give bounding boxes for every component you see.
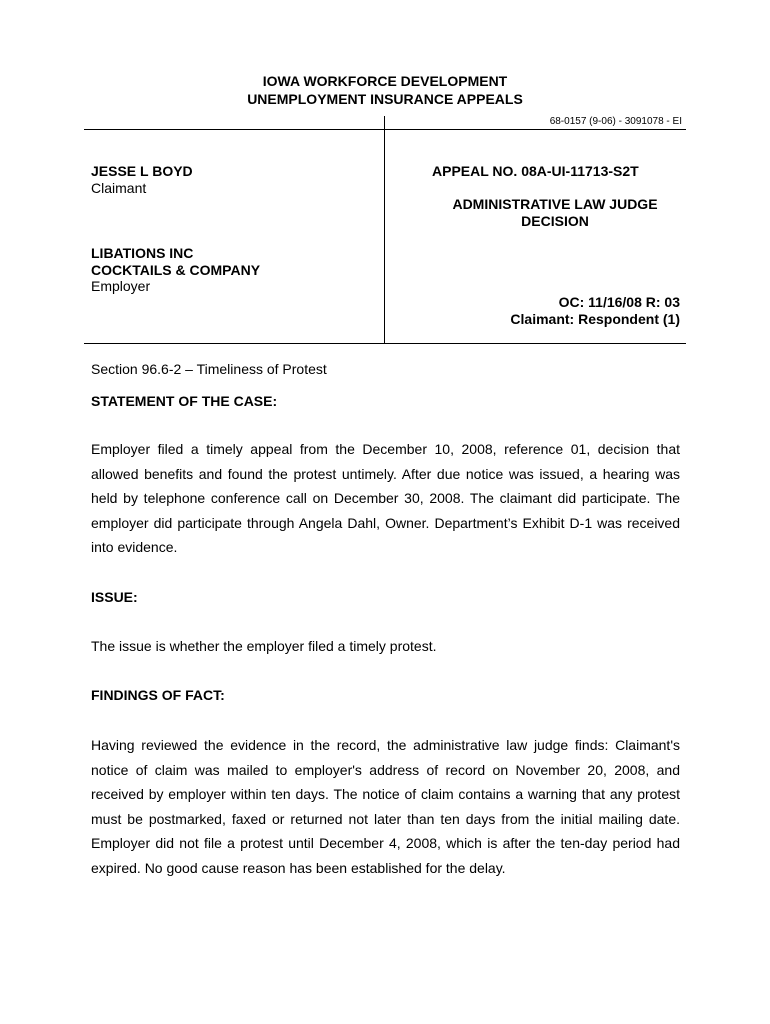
decision-title-line2: DECISION	[521, 213, 589, 229]
claimant-status: Claimant: Respondent (1)	[510, 311, 680, 327]
statement-paragraph: Employer filed a timely appeal from the December 10, 2008, reference 01, decision that allowed benefits and found the protest untimely. After due notice was issued, a hearing was held by telephone conference call on December 30, 2008. The claimant did participate. The employer did participate through Angela Dahl, Owner. Department’s Exhibit D-1 was received into evidence.	[91, 441, 680, 556]
caption-top-rule	[84, 129, 686, 130]
division-title: UNEMPLOYMENT INSURANCE APPEALS	[247, 91, 523, 107]
employer-role: Employer	[91, 278, 151, 294]
issue-paragraph: The issue is whether the employer filed a timely protest.	[91, 638, 437, 654]
decision-title-line1: ADMINISTRATIVE LAW JUDGE	[452, 196, 658, 212]
claimant-role: Claimant	[91, 180, 147, 196]
issue-heading: ISSUE:	[91, 589, 138, 605]
statement-heading: STATEMENT OF THE CASE:	[91, 393, 278, 409]
caption-bottom-rule	[84, 343, 686, 344]
employer-name-line2: COCKTAILS & COMPANY	[91, 262, 261, 278]
appeal-number: APPEAL NO. 08A-UI-11713-S2T	[432, 163, 639, 179]
section-reference: Section 96.6-2 – Timeliness of Protest	[91, 361, 327, 377]
employer-name-line1: LIBATIONS INC	[91, 245, 194, 261]
findings-paragraph: Having reviewed the evidence in the record, the administrative law judge finds: Claimant's notice of claim was mailed to employer's address of record on November 20, 2008, and received by employer within ten days. The notice of claim contains a warning that any protest must be postmarked, faxed or returned not later than ten days from the initial mailing date. Employer did not file a protest until December 4, 2008, which is after the ten-day period had expired. No good cause reason has been established for the delay.	[91, 737, 680, 876]
form-number: 68-0157 (9-06) - 3091078 - EI	[549, 116, 682, 127]
oc-info: OC: 11/16/08 R: 03	[558, 294, 680, 310]
caption-divider	[384, 116, 385, 343]
findings-heading: FINDINGS OF FACT:	[91, 687, 225, 703]
agency-title: IOWA WORKFORCE DEVELOPMENT	[262, 73, 508, 89]
claimant-name: JESSE L BOYD	[91, 163, 193, 179]
